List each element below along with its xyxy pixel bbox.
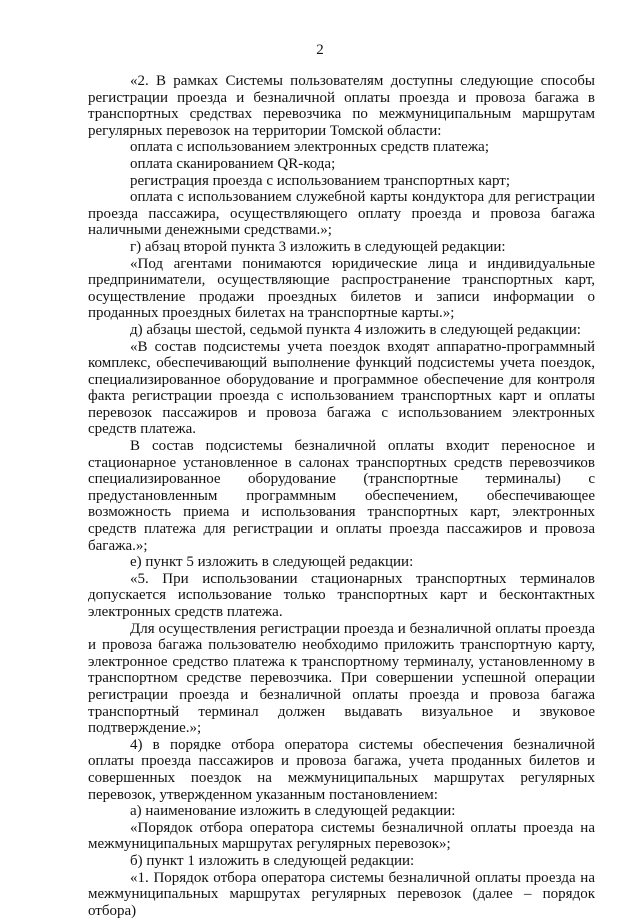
paragraph-clause-d: д) абзацы шестой, седьмой пункта 4 изложить в следующей редакции: <box>88 322 595 339</box>
paragraph-item-4: 4) в порядке отбора оператора системы обеспечения безналичной оплаты проезда пассажиров и провоза багажа, учета проданных билетов и совершенных поездок на межмуниципальных маршрутах регулярных перевозок, утвержденном указанным постановлением: <box>88 737 595 803</box>
list-item-qr-payment: оплата сканированием QR-кода; <box>88 156 595 173</box>
list-item-electronic-payment: оплата с использованием электронных средств платежа; <box>88 139 595 156</box>
paragraph-point-5: «5. При использовании стационарных транспортных терминалов допускается использование только транспортных карт и бесконтактных электронных средств платежа. <box>88 571 595 621</box>
paragraph-payment-methods: «2. В рамках Системы пользователям доступны следующие способы регистрации проезда и безналичной оплаты проезда и провоза багажа в транспортных средствах перевозчика по межмуниципальным маршрутам регулярных перевозок на территории Томской области: <box>88 73 595 139</box>
paragraph-clause-g: г) абзац второй пункта 3 изложить в следующей редакции: <box>88 239 595 256</box>
list-item-transport-card: регистрация проезда с использованием транспортных карт; <box>88 173 595 190</box>
paragraph-registration-procedure: Для осуществления регистрации проезда и безналичной оплаты проезда и провоза багажа пользователю необходимо приложить транспортную карту, электронное средство платежа к транспортному терминалу, установленному в транспортном средстве перевозчика. При совершении успешной операции регистрации проезда и безналичной оплаты проезда и провоза багажа транспортный терминал должен выдавать визуальное и звуковое подтверждение.»; <box>88 621 595 737</box>
paragraph-clause-e: е) пункт 5 изложить в следующей редакции: <box>88 554 595 571</box>
paragraph-payment-subsystem: В состав подсистемы безналичной оплаты входит переносное и стационарное установленное в салонах транспортных средств перевозчиков специализированное оборудование (транспортные терминалы) с предустановленным программным обеспечением, обеспечивающее возможность приема и использования транспортных карт, электронных средств платежа для регистрации и оплаты проезда пассажиров и провоза багажа.»; <box>88 438 595 554</box>
paragraph-clause-b: б) пункт 1 изложить в следующей редакции: <box>88 853 595 870</box>
list-item-conductor-card: оплата с использованием служебной карты кондуктора для регистрации проезда пассажира, осуществляющего оплату проезда и провоза багажа наличными денежными средствами.»; <box>88 189 595 239</box>
paragraph-trip-subsystem: «В состав подсистемы учета поездок входят аппаратно-программный комплекс, обеспечивающий выполнение функций подсистемы учета поездок, специализированное оборудование и программное обеспечение для контроля факта регистрации проезда с использованием транспортных карт и оплаты перевозок пассажиров и провоза багажа с использованием электронных средств платежа. <box>88 339 595 439</box>
paragraph-procedure-title: «Порядок отбора оператора системы безналичной оплаты проезда на межмуниципальных маршрутах регулярных перевозок»; <box>88 820 595 853</box>
paragraph-clause-a: а) наименование изложить в следующей редакции: <box>88 803 595 820</box>
document-body <box>88 73 595 919</box>
paragraph-agents: «Под агентами понимаются юридические лица и индивидуальные предприниматели, осуществляющие распространение транспортных карт, осуществление продажи проездных билетов и записи информации о проданных проездных билетах на транспортные карты.»; <box>88 256 595 322</box>
page-number: 2 <box>0 42 640 59</box>
paragraph-point-1: «1. Порядок отбора оператора системы безналичной оплаты проезда на межмуниципальных маршрутах регулярных перевозок (далее – порядок отбора) <box>88 870 595 919</box>
